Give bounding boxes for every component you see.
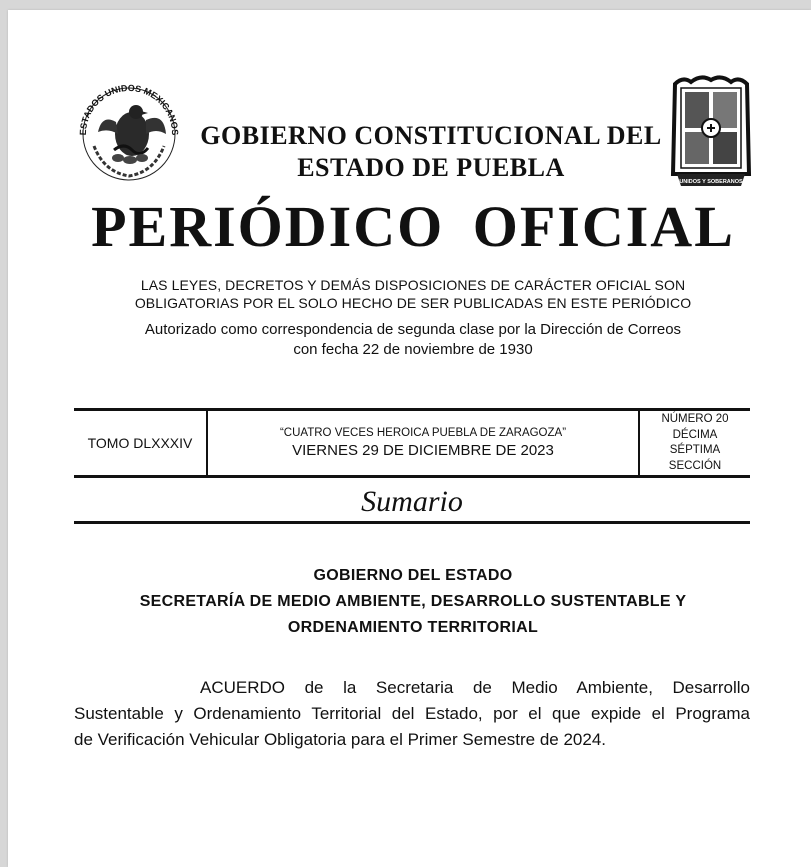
government-title-line1: GOBIERNO CONSTITUCIONAL DEL xyxy=(200,121,662,150)
section-ordinal-2: SÉPTIMA xyxy=(669,444,721,456)
tomo-cell: TOMO DLXXXIV xyxy=(74,411,208,475)
content-heading-territorial: ORDENAMIENTO TERRITORIAL xyxy=(287,619,539,636)
mexican-coat-of-arms-icon xyxy=(74,76,184,186)
authorization-line1: Autorizado como correspondencia de segunda clase por la Dirección de Correos xyxy=(144,321,682,338)
masthead-title: PERIÓDICO OFICIAL xyxy=(91,194,735,259)
issue-number: NÚMERO 20 xyxy=(661,413,729,425)
seal-arc-text: ESTADOS UNIDOS MEXICANOS xyxy=(77,82,181,136)
agreement-paragraph-line2: Sustentable y Ordenamiento Territorial del Estado, por el que expide el Programa xyxy=(74,704,750,723)
section-label: SECCIÓN xyxy=(668,459,722,472)
issue-date: VIERNES 29 DE DICIEMBRE DE 2023 xyxy=(292,442,554,459)
date-cell xyxy=(208,411,640,475)
authorization-line2: con fecha 22 de noviembre de 1930 xyxy=(293,341,533,358)
content-heading-secretariat: SECRETARÍA DE MEDIO AMBIENTE, DESARROLLO SUSTENTABLE Y xyxy=(139,593,687,610)
document-page xyxy=(8,10,811,867)
law-notice-line1: LAS LEYES, DECRETOS Y DEMÁS DISPOSICIONES DE CARÁCTER OFICIAL SON xyxy=(140,277,686,293)
issue-info-table xyxy=(74,408,750,478)
law-notice-line2: OBLIGATORIAS POR EL SOLO HECHO DE SER PUBLICADAS EN ESTE PERIÓDICO xyxy=(134,295,692,311)
government-title-line2: ESTADO DE PUEBLA xyxy=(297,153,565,182)
number-cell xyxy=(640,411,750,475)
seal-motto-ribbon: UNIDOS Y SOBERANOS xyxy=(679,179,743,185)
agreement-paragraph-line3: de Verificación Vehicular Obligatoria para el Primer Semestre de 2024. xyxy=(74,730,607,749)
section-ordinal: DÉCIMA xyxy=(672,428,718,441)
city-motto: “CUATRO VECES HEROICA PUEBLA DE ZARAGOZA” xyxy=(279,427,567,439)
content-heading-government: GOBIERNO DEL ESTADO xyxy=(313,567,513,584)
agreement-paragraph-line1: ACUERDO de la Secretaria de Medio Ambiente, Desarrollo xyxy=(200,678,750,697)
sumario-heading: Sumario xyxy=(74,482,750,524)
